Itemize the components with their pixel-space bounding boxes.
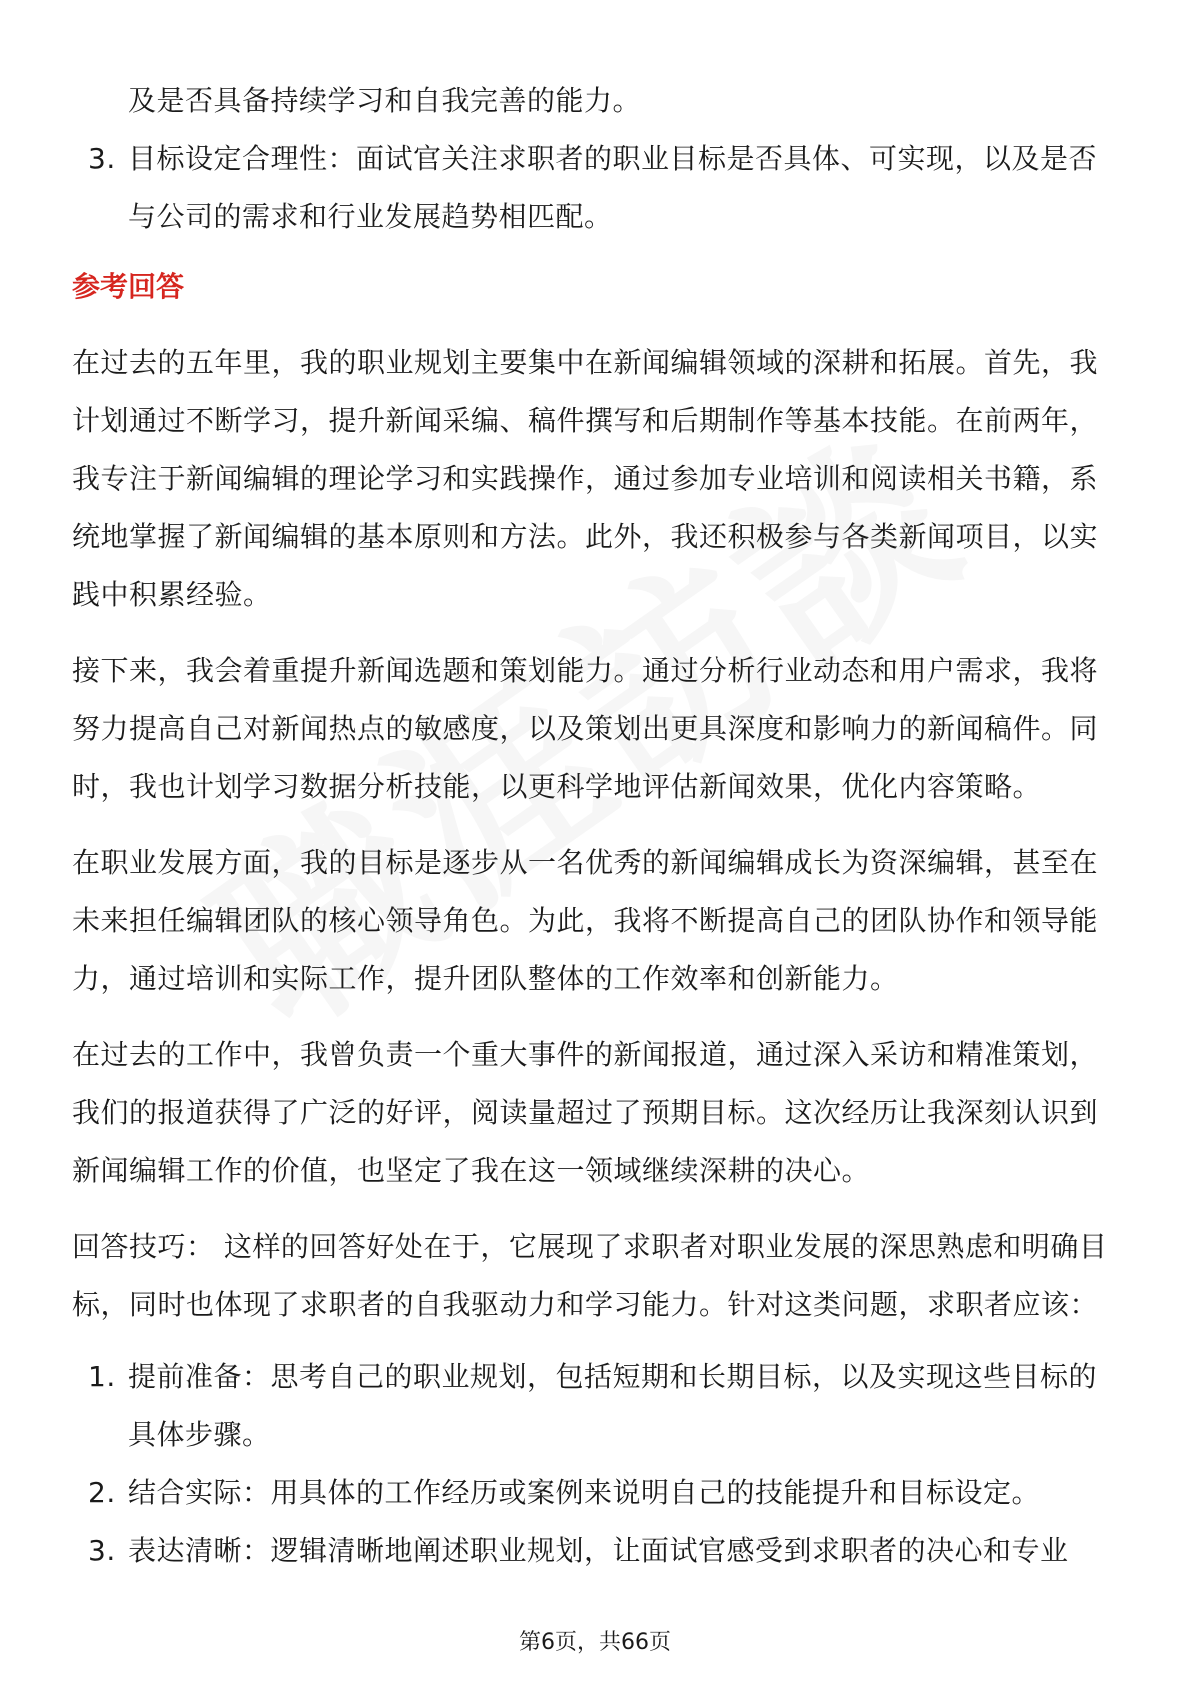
list-number: 3. — [88, 142, 116, 175]
list-item — [72, 130, 1117, 246]
paragraph — [72, 834, 1117, 1008]
list-item-line: 具体步骤。 — [128, 1418, 271, 1451]
paragraph-line: 在过去的五年里，我的职业规划主要集中在新闻编辑领域的深耕和拓展。首先，我 — [72, 346, 1099, 379]
list-item-line: 目标设定合理性：面试官关注求职者的职业目标是否具体、可实现，以及是否 — [128, 142, 1098, 175]
paragraph-line: 努力提高自己对新闻热点的敏感度，以及策划出更具深度和影响力的新闻稿件。同 — [72, 712, 1099, 745]
list-item — [72, 1464, 1117, 1522]
paragraph-line: 践中积累经验。 — [72, 578, 272, 611]
paragraph-line: 新闻编辑工作的价值，也坚定了我在这一领域继续深耕的决心。 — [72, 1154, 871, 1187]
list-number: 1. — [88, 1360, 116, 1393]
list-number: 2. — [88, 1476, 116, 1509]
answer-tips-paragraph — [72, 1218, 1117, 1334]
list-item-line: 提前准备：思考自己的职业规划，包括短期和长期目标，以及实现这些目标的 — [128, 1360, 1098, 1393]
list-item-line: 与公司的需求和行业发展趋势相匹配。 — [128, 200, 613, 233]
paragraph-line: 未来担任编辑团队的核心领导角色。为此，我将不断提高自己的团队协作和领导能 — [72, 904, 1099, 937]
section-title: 参考回答 — [72, 270, 185, 303]
list-item — [72, 1522, 1117, 1580]
page-footer: 第6页，共66页 — [519, 1630, 671, 1655]
paragraph-line: 统地掌握了新闻编辑的基本原则和方法。此外，我还积极参与各类新闻项目，以实 — [72, 520, 1099, 553]
list-item — [72, 1348, 1117, 1464]
paragraph-line: 在过去的工作中，我曾负责一个重大事件的新闻报道，通过深入采访和精准策划， — [72, 1038, 1099, 1071]
paragraph — [72, 334, 1117, 624]
list-item-line: 结合实际：用具体的工作经历或案例来说明自己的技能提升和目标设定。 — [128, 1476, 1041, 1509]
paragraph-line: 时，我也计划学习数据分析技能，以更科学地评估新闻效果，优化内容策略。 — [72, 770, 1042, 803]
paragraph-line: 我们的报道获得了广泛的好评，阅读量超过了预期目标。这次经历让我深刻认识到 — [72, 1096, 1099, 1129]
paragraph-line: 接下来，我会着重提升新闻选题和策划能力。通过分析行业动态和用户需求，我将 — [72, 654, 1099, 687]
paragraph-line: 回答技巧： 这样的回答好处在于，它展现了求职者对职业发展的深思熟虑和明确目 — [72, 1230, 1108, 1263]
paragraph — [72, 1026, 1117, 1200]
list-number: 3. — [88, 1534, 116, 1567]
paragraph-line: 力，通过培训和实际工作，提升团队整体的工作效率和创新能力。 — [72, 962, 899, 995]
intro-list — [72, 72, 1117, 246]
paragraph — [72, 642, 1117, 816]
tips-list — [72, 1348, 1117, 1580]
paragraph-line: 我专注于新闻编辑的理论学习和实践操作，通过参加专业培训和阅读相关书籍，系 — [72, 462, 1099, 495]
paragraph-line: 在职业发展方面，我的目标是逐步从一名优秀的新闻编辑成长为资深编辑，甚至在 — [72, 846, 1099, 879]
page-content — [72, 72, 1117, 1580]
list-item-continuation: 及是否具备持续学习和自我完善的能力。 — [128, 84, 642, 117]
paragraph-line: 标，同时也体现了求职者的自我驱动力和学习能力。针对这类问题，求职者应该： — [72, 1288, 1099, 1321]
paragraph-line: 计划通过不断学习，提升新闻采编、稿件撰写和后期制作等基本技能。在前两年， — [72, 404, 1099, 437]
list-item-line: 表达清晰：逻辑清晰地阐述职业规划，让面试官感受到求职者的决心和专业 — [128, 1534, 1069, 1567]
